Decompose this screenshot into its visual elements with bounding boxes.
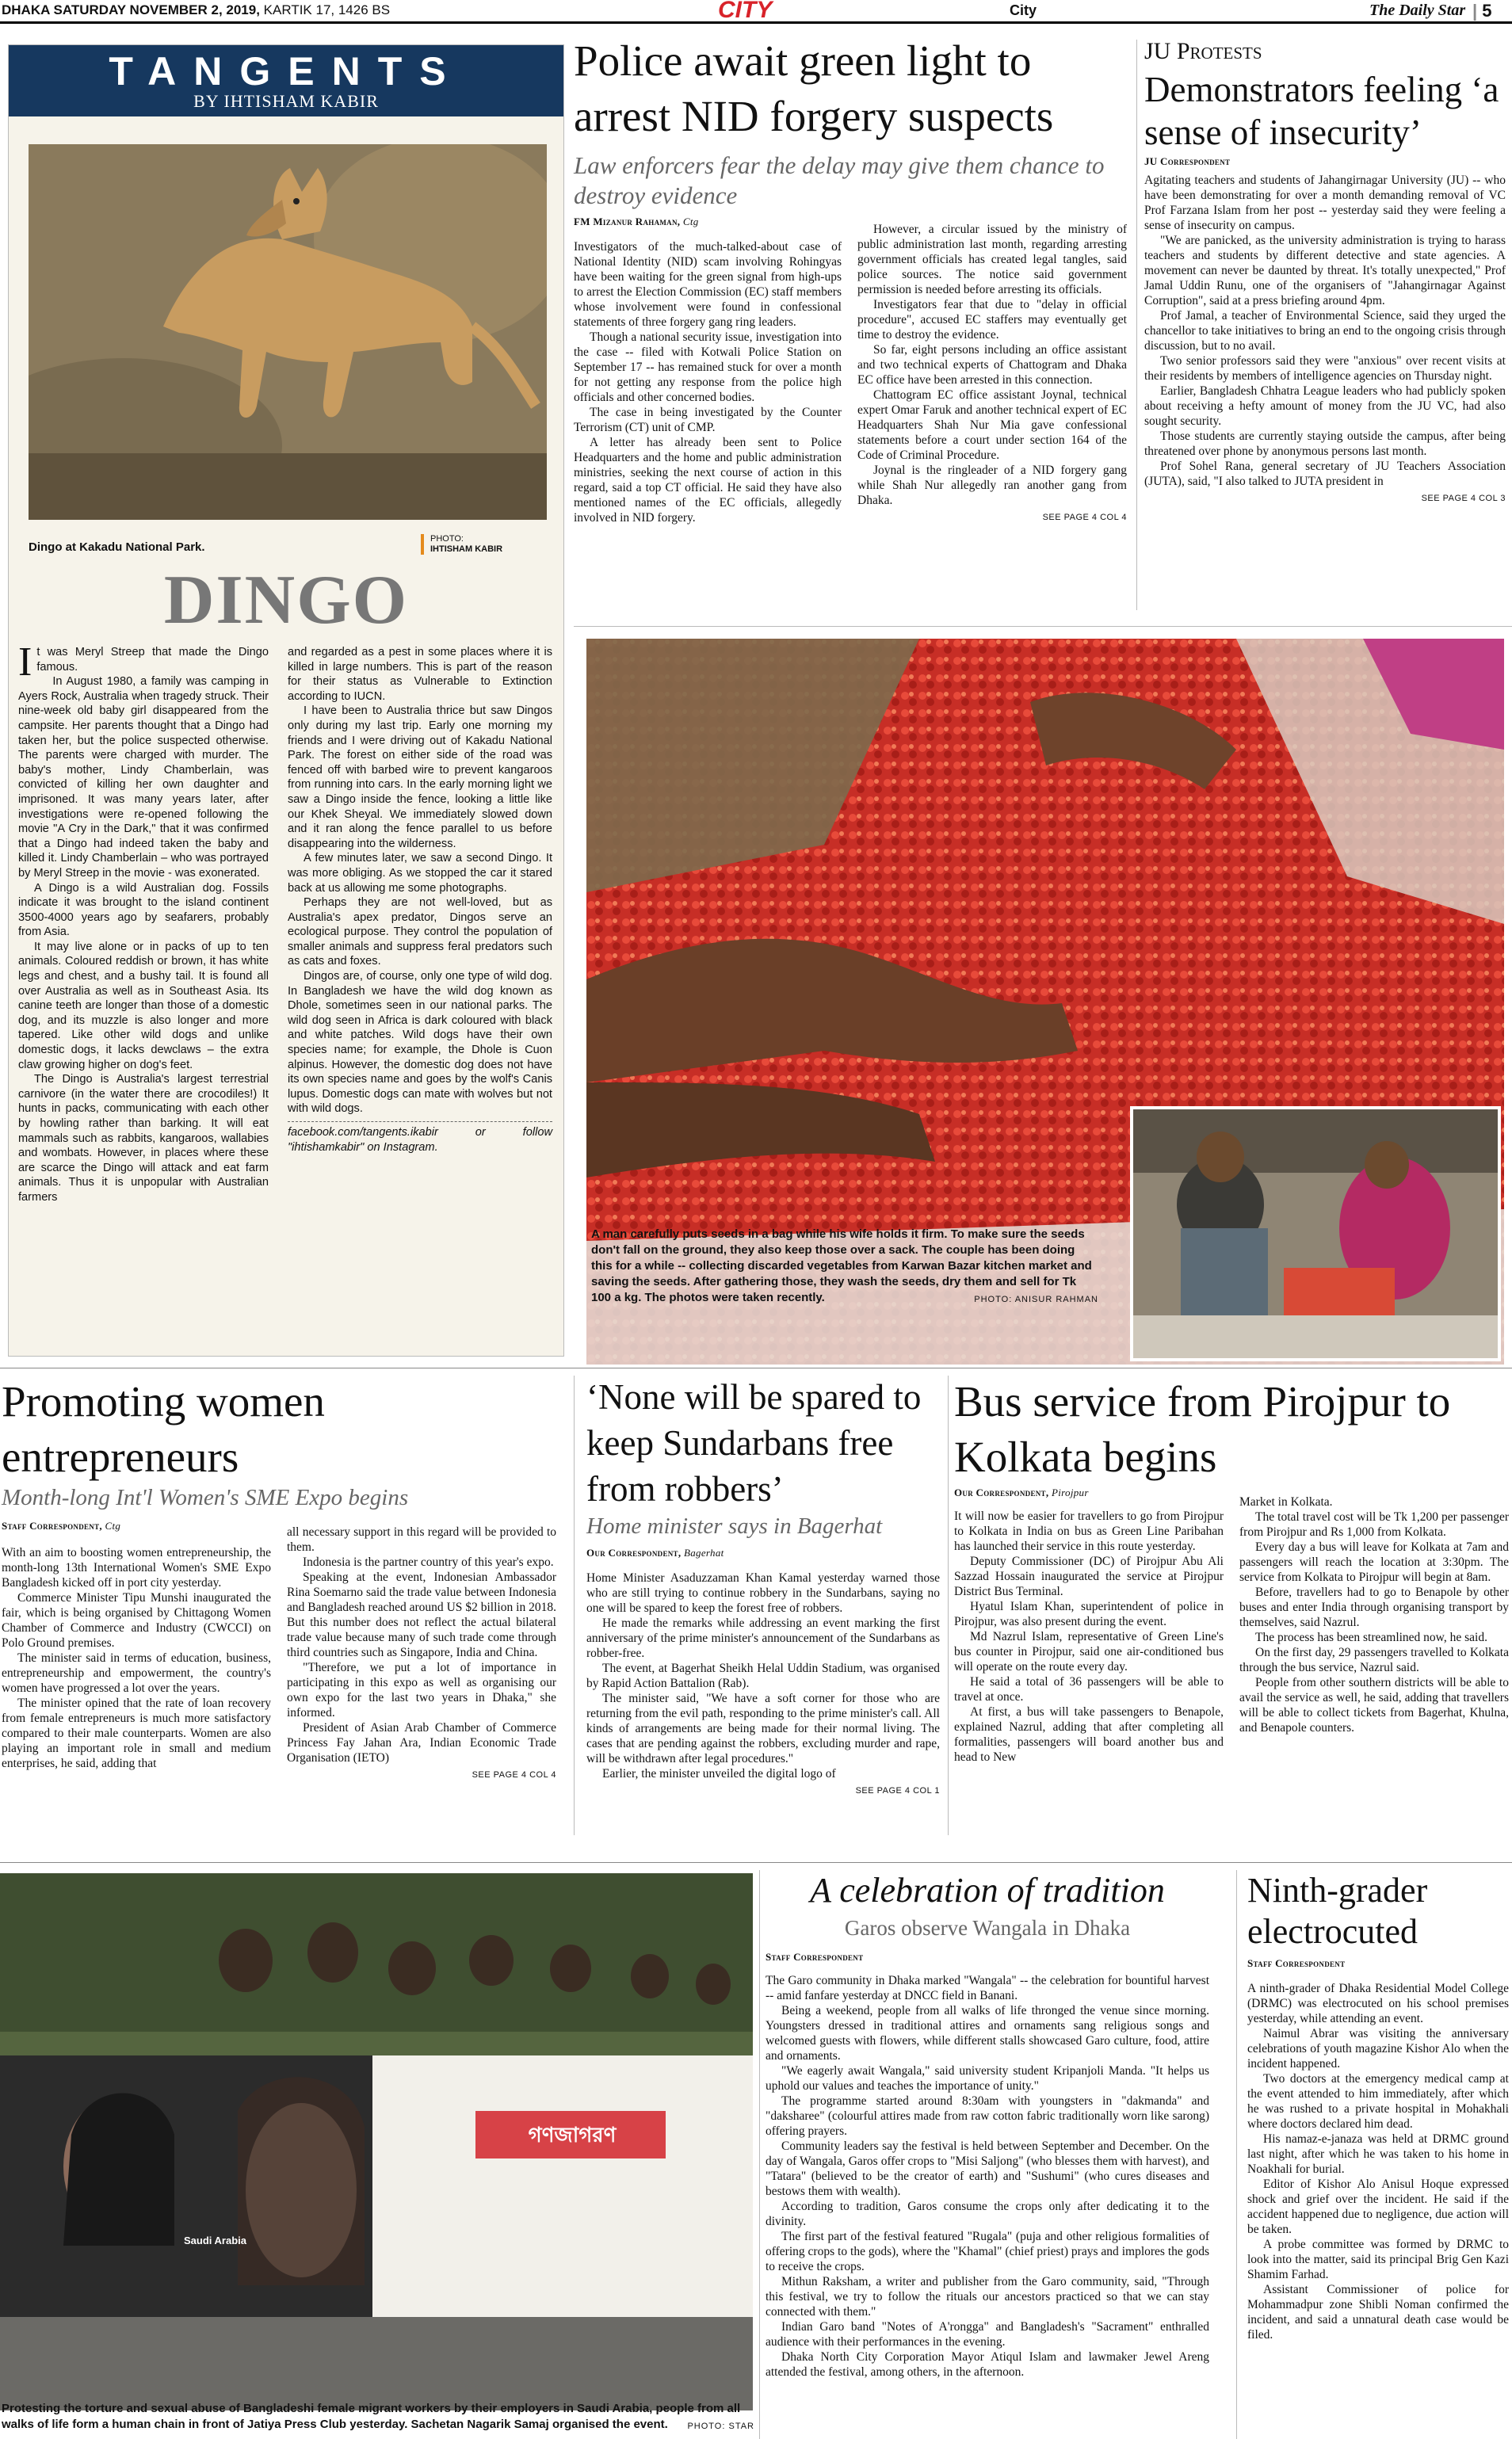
women-p2: Commerce Minister Tipu Munshi inaugurated the fair, which is being organised by Chittagong Women Chamber of Commerce and Industry (CWCCI) on Polo Ground premises. — [2, 1591, 271, 1650]
ninth-p6: A probe committee was formed by DRMC to look into the matter, said its principal Brig Gen Kazi Shamim Farhad. — [1247, 2238, 1509, 2281]
seeds-caption-text: A man carefully puts seeds in a bag while his wife holds it firm. To make sure the seeds don't fall on the ground, they also keep those over a sack. The couple has been doing this for a while -- collecting discarded vegetables from Karwan Bazar kitchen market and saving the seeds. After gathering those, they wash the seeds, dry them and sell for Tk 100 a kg. The photos were taken recently. — [591, 1227, 1092, 1304]
dateline — [2, 2, 390, 18]
section-name: City — [1010, 2, 1037, 18]
ninth-p4: His namaz-e-janaza was held at DRMC ground last night, after which he was taken to his home in Noakhali for burial. — [1247, 2132, 1509, 2176]
sundarbans-deck: Home minister says in Bagerhat — [586, 1513, 883, 1539]
page-number-value: 5 — [1482, 1, 1492, 21]
women-col-2 — [287, 1525, 556, 1783]
bus-p3: Hyatul Islam Khan, superintendent of police in Pirojpur, was also present during the event. — [954, 1600, 1224, 1628]
wangala-p10: Dhaka North City Corporation Mayor Atiqul Islam and lawmaker Jewel Areng attended the festival, among others, in the afternoon. — [766, 2350, 1209, 2379]
tangents-p3: A Dingo is a wild Australian dog. Fossils indicate it was brought to the island continent 3500-4000 years ago by seafarers, probably from Asia. — [18, 881, 269, 939]
ju-see-page[interactable]: SEE PAGE 4 COL 3 — [1421, 494, 1506, 503]
bus-byline: Our Correspondent, Pirojpur — [954, 1487, 1089, 1498]
ju-p7: Prof Sohel Rana, general secretary of JU Teachers Association (JUTA), said, "I also talked to JUTA president in — [1144, 460, 1506, 488]
nid-p8: Chattogram EC office assistant Joynal, technical expert Omar Faruk and another technical expert of EC Headquarters Shah Nur Mia gave confessional statements before a court under section 164 of the Code of Criminal Procedure. — [857, 388, 1127, 462]
bus-p9: Every day a bus will leave for Kolkata at 7am and passengers will reach the location at 3:30pm. The service from Kolkata to Pirojpur will begin at 8am. — [1239, 1540, 1509, 1584]
sundarbans-see-page[interactable]: SEE PAGE 4 COL 1 — [855, 1786, 940, 1796]
tangents-p10: Dingos are, of course, only one type of wild dog. In Bangladesh we have the wild dog known as Dhole, sometimes seen in our national parks. The wild dog seen in Africa is dark coloured with black and white patches. Wild dogs have their own species name; for example, the Dhole is Cuon alpinus. However, the domestic dog does not have its own species name and goes by the wolf's Canis lupus. Domestic dogs can mate with wolves but not with wild dogs. — [288, 970, 552, 1116]
nid-p1: Investigators of the much-talked-about case of National Identity (NID) scam involving Rohingyas have been waiting for the green signal from high-ups to arrest the Election Commission (EC) staff members whose involvement were found in confessional statements of three forgery gang ring leaders. — [574, 240, 842, 329]
women-p5: all necessary support in this regard will be provided to them. — [287, 1525, 556, 1554]
tangents-col-2 — [288, 645, 552, 1155]
wangala-headline: A celebration of tradition — [810, 1871, 1165, 1910]
protest-banner-text: গণজাগরণ — [528, 2124, 617, 2147]
ju-p3: Prof Jamal, a teacher of Environmental Science, said they urged the chancellor to take initiatives to bring an end to the ongoing crisis through discussion, but to no avail. — [1144, 309, 1506, 353]
women-p4: The minister opined that the rate of loan recovery from female entrepreneurs is much more satisfactory compared to their male counterparts. Women are also playing an important role in small and medium enterprises, he said, adding that — [2, 1697, 271, 1770]
tangents-footer: facebook.com/tangents.ikabir or follow "ihtishamkabir" on Instagram. — [288, 1126, 552, 1154]
drop-cap: I — [18, 639, 32, 685]
section-logo: CITY — [718, 0, 773, 23]
women-p1: With an aim to boosting women entrepreneurship, the month-long 13th International Women's SME Expo Bangladesh kicked off in port city yesterday. — [2, 1546, 271, 1590]
nid-col-2 — [857, 222, 1127, 525]
sundarbans-headline: ‘None will be spared to keep Sundarbans free from robbers’ — [586, 1377, 922, 1509]
ninth-byline: Staff Correspondent — [1247, 1957, 1346, 1969]
tangents-p5: The Dingo is Australia's largest terrestrial carnivore (in the water there are crocodiles!) It hunts in packs, communicating with each other by howling rather than barking. It will eat mammals such as rabbits, kangaroos, wallabies and wombats. However, in places where these are scarce the Dingo will attack and eat farm animals. Thus it is unpopular with Australian farmers — [18, 1073, 269, 1204]
bus-p7: Market in Kolkata. — [1239, 1495, 1333, 1509]
nid-p5: However, a circular issued by the ministry of public administration last month, regarding arresting government officials has created legal tangles, said police sources. The notice said government permission is needed before arresting its officials. — [857, 223, 1127, 296]
seeds-inset-photo — [1130, 1106, 1501, 1361]
nid-see-page[interactable]: SEE PAGE 4 COL 4 — [1042, 513, 1127, 522]
page-number: | 5 — [1472, 1, 1492, 21]
wangala-body — [766, 1973, 1209, 2380]
ju-p4: Two senior professors said they were "anxious" over recent visits at their residents by members of intelligence agencies on Thursday night. — [1144, 354, 1506, 383]
divider-sundarbans-bus — [948, 1376, 949, 1835]
tangents-p8: A few minutes later, we saw a second Dingo. It was more obliging. As we stopped the car it stared back at us allowing me some photographs. — [288, 852, 552, 895]
bus-p10: Before, travellers had to go to Benapole by other buses and enter India through organising transport by themselves, said Nazrul. — [1239, 1586, 1509, 1629]
protest-photo — [0, 1873, 753, 2410]
bus-p2: Deputy Commissioner (DC) of Pirojpur Abu Ali Sazzad Hossain inaugurated the service at Pirojpur District Bus Terminal. — [954, 1555, 1224, 1598]
dateline-bangla: KARTIK 17, 1426 BS — [263, 2, 391, 17]
tangents-p1: It was Meryl Streep that made the Dingo famous. — [18, 639, 269, 685]
photo-credit — [421, 534, 502, 555]
women-p6: Indonesia is the partner country of this year's expo. — [303, 1555, 554, 1569]
ju-body — [1144, 173, 1506, 506]
wangala-deck: Garos observe Wangala in Dhaka — [844, 1916, 1131, 1940]
bus-p4: Md Nazrul Islam, representative of Green Line's bus counter in Pirojpur, said one air-conditioned bus will operate on the route every day. — [954, 1630, 1224, 1674]
ju-p1: Agitating teachers and students of Jahangirnagar University (JU) -- who have been demonstrating for over a month demanding removal of VC Prof Farzana Islam from her post -- yesterday said they were feeling a sense of insecurity on campus. — [1144, 174, 1506, 232]
tangents-p2: In August 1980, a family was camping in Ayers Rock, Australia when tragedy struck. Their nine-week old baby girl disappeared from the campsite. Her parents thought that a Dingo had taken her, but the police suspected otherwise. The parents were charged with murder. The baby's mother, Lindy Chamberlain, was convicted of killing her own daughter and imprisoned. It was many years later, after investigations were re-opened following the movie "A Cry in the Dark," that it was confirmed that a Dingo had indeed taken the baby and killed it. Lindy Chamberlain – who was portrayed by Meryl Streep in the movie - was exonerated. — [18, 675, 269, 880]
women-deck: Month-long Int'l Women's SME Expo begins — [2, 1485, 409, 1510]
wangala-p1: The Garo community in Dhaka marked "Wangala" -- the celebration for bountiful harvest -- amid fanfare yesterday at DNCC field in Banani. — [766, 1974, 1209, 2002]
wangala-p5: Community leaders say the festival is held between September and December. On the day of Wangala, Garos offer crops to "Misi Saljong" (who blesses them with harvest), and "Tatara" (believed to be the creator of earth) and "Sushumi" (who cures diseases and bestows them with wealth). — [766, 2139, 1209, 2198]
divider-women-sundarbans — [574, 1376, 575, 1835]
dateline-city: DHAKA — [2, 2, 50, 17]
column-title: TANGENTS — [109, 49, 464, 94]
sundarbans-p3: The event, at Bagerhat Sheikh Helal Uddin Stadium, was organised by Rapid Action Battalion (Rab). — [586, 1662, 940, 1690]
tangents-p9: Perhaps they are not well-loved, but as Australia's apex predator, Dingos serve an ecological purpose. They control the population of smaller animals and suppress feral predators such as cats and foxes. — [288, 896, 552, 968]
nid-p3: The case in being investigated by the Counter Terrorism (CT) unit of CMP. — [574, 406, 842, 434]
photo-credit-name: IHTISHAM KABIR — [430, 544, 503, 554]
paper-logo: The Daily Star — [1369, 2, 1466, 19]
divider-photo-wangala — [759, 1870, 760, 2439]
wangala-byline: Staff Correspondent — [766, 1951, 864, 1963]
women-p8: "Therefore, we put a lot of importance in participating in this expo as well as organising our own expo for the last two years in Dhaka," she informed. — [287, 1661, 556, 1720]
wangala-p3: "We eagerly await Wangala," said university student Kripanjoli Manda. "It helps us uphold our values and teaches the importance of unity." — [766, 2064, 1209, 2093]
bus-p5: He said a total of 36 passengers will be able to travel at once. — [954, 1675, 1224, 1704]
protest-caption — [2, 2401, 754, 2434]
sundarbans-byline: Our Correspondent, Bagerhat — [586, 1547, 724, 1559]
protest-credit: PHOTO: STAR — [687, 2422, 754, 2431]
seeds-caption — [591, 1227, 1098, 1307]
wangala-p8: Mithun Raksham, a writer and publisher from the Garo community, said, "Through this festival, we try to follow the rituals our ancestors practiced so that we can stay connected with them." — [766, 2275, 1209, 2319]
tangents-col-1 — [18, 639, 269, 1205]
seeds-credit: PHOTO: ANISUR RAHMAN — [974, 1295, 1098, 1304]
protest-caption-text: Protesting the torture and sexual abuse of Bangladeshi female migrant workers by their employers in Saudi Arabia, people from all walks of life form a human chain in front of Jatiya Press Club yesterday. Sachetan Nagarik Samaj organised the event. — [2, 2402, 741, 2431]
nid-headline: Police await green light to arrest NID forgery suspects — [574, 36, 1054, 140]
nid-p7: So far, eight persons including an office assistant and two technical experts of Chattogram and Dhaka EC office have been arrested in this connection. — [857, 343, 1127, 387]
women-p9: President of Asian Arab Chamber of Commerce Princess Fay Jahan Ara, Indian Economic Trade Organisation (IETO) — [287, 1721, 556, 1765]
tangents-p7: I have been to Australia thrice but saw Dingos only during my last trip. Early one morning my friends and I were driving out of Kakadu National Park. The forest on either side of the road was fenced off with barbed wire to prevent kangaroos from running into cars. In the early morning light we saw a Dingo inside the fence, looking a little like our Khek Sheyal. We immediately slowed down and it ran along the fence parallel to us before disappearing into the wilderness. — [288, 704, 552, 850]
ninth-p2: Naimul Abrar was visiting the anniversary celebrations of youth magazine Kishor Alo when the incident happened. — [1247, 2027, 1509, 2071]
bus-p11: The process has been streamlined now, he said. — [1255, 1631, 1487, 1644]
women-headline: Promoting women entrepreneurs — [2, 1377, 325, 1481]
sundarbans-body — [586, 1571, 940, 1799]
bus-col-2 — [1239, 1494, 1509, 1735]
ninth-p5: Editor of Kishor Alo Anisul Hoque expressed shock and grief over the incident. He said if the accident happened due to negligence, due action will be taken. — [1247, 2178, 1509, 2236]
nid-p6: Investigators fear that due to "delay in official procedure", accused EC staffers may eventually get time to destroy the evidence. — [857, 298, 1127, 342]
couple-illustration — [1133, 1109, 1498, 1358]
wangala-p2: Being a weekend, people from all walks of life thronged the venue since morning. Youngsters dressed in traditional attires and ornaments sang religious songs and welcomed guests with flowers, while different stalls showcased Garo culture, food, attire and ornaments. — [766, 2004, 1209, 2063]
ninth-p3: Two doctors at the emergency medical camp at the event attended to him immediately, after which he was rushed to a private hospital in Mohakhali where doctors declared him dead. — [1247, 2072, 1509, 2131]
bus-headline: Bus service from Pirojpur to Kolkata begins — [954, 1377, 1451, 1481]
photo-credit-label: PHOTO: — [430, 534, 464, 544]
ju-byline: JU Correspondent — [1144, 155, 1231, 167]
tangents-p4: It may live alone or in packs of up to ten animals. Coloured reddish or brown, it has white legs and chest, and a bushy tail. It is found all over Australia as well as in Southeast Asia. Its canine teeth are longer than those of a domestic dog, and its muzzle is also longer and more tapered. Like other wild dogs and unlike domestic dogs, it lacks dewclaws – the extra claw growing higher on dog's feet. — [18, 940, 269, 1071]
bus-p6: At first, a bus will take passengers to Benapole, explained Nazrul, adding that after completing all formalities, passengers will board another bus and head to New — [954, 1705, 1224, 1764]
nid-p2: Though a national security issue, investigation into the case -- filed with Kotwali Police Station on September 17 -- has remained stuck for over a month for not getting any response from the police high officials and other concerned bodies. — [574, 330, 842, 404]
ninth-p1: A ninth-grader of Dhaka Residential Model College (DRMC) was electrocuted on his school premises yesterday, while attending an event. — [1247, 1982, 1509, 2025]
sundarbans-p1: Home Minister Asaduzzaman Khan Kamal yesterday warned those who are still trying to continue robbery in the Sundarbans, saying no one will be spared to keep the forest free of robbers. — [586, 1571, 940, 1615]
nid-p9: Joynal is the ringleader of a NID forgery gang while Shah Nur allegedly ran another gang from Dhaka. — [857, 464, 1127, 507]
photo-caption: Dingo at Kakadu National Park. — [29, 540, 205, 554]
ju-p2: "We are panicked, as the university administration is trying to harass teachers and students by different detective and state agencies. A movement can never be daunted by threat. It's totally unexpected," Prof Jamal Uddin Runu, one of the organisers of "Jahangirnagar Against Corruption", said at a press briefing around 4pm. — [1144, 234, 1506, 307]
protest-sign-text: Saudi Arabia — [184, 2235, 246, 2246]
ju-p5: Earlier, Bangladesh Chhatra League leaders who had publicly spoken about receiving a hefty amount of money from the JU VC, had also sought security. — [1144, 384, 1506, 428]
wangala-p9: Indian Garo band "Notes of A'rongga" and Bangladesh's "Sacrament" enthralled audience with their performances in the evening. — [766, 2320, 1209, 2349]
tangents-box — [8, 44, 564, 1357]
ju-p6: Those students are currently staying outside the campus, after being threatened over phone by anonymous persons last month. — [1144, 429, 1506, 458]
nid-byline: FM Mizanur Rahaman, Ctg — [574, 216, 699, 227]
bus-p12: On the first day, 29 passengers travelled to Kolkata through the bus service, Nazrul said. — [1239, 1646, 1509, 1674]
divider-wangala-ninth — [1236, 1870, 1237, 2439]
wangala-p4: The programme started around 8:30am with youngsters in "dakmanda" and "daksharee" (colourful attires made from raw cotton fabric traditionally worn like sarong) offering prayers. — [766, 2094, 1209, 2138]
dateline-date: SATURDAY NOVEMBER 2, 2019, — [53, 2, 260, 17]
divider-nid-ju — [1136, 40, 1137, 610]
women-col-1 — [2, 1545, 271, 1771]
masthead — [0, 0, 1512, 24]
nid-deck: Law enforcers fear the delay may give them chance to destroy evidence — [574, 151, 1105, 209]
ju-headline: Demonstrators feeling ‘a sense of insecurity’ — [1144, 70, 1499, 152]
ju-kicker: JU Protests — [1144, 38, 1262, 64]
column-byline: BY IHTISHAM KABIR — [193, 91, 379, 111]
wangala-p7: The first part of the festival featured "Rugala" (puja and other religious formalities of offering crops to the gods), where the "Khamal" (chief priest) prays and implores the gods to receive the crops. — [766, 2230, 1209, 2273]
tangents-headline: DINGO — [163, 562, 409, 639]
ninth-headline: Ninth-grader electrocuted — [1247, 1871, 1428, 1951]
women-byline: Staff Correspondent, Ctg — [2, 1520, 121, 1532]
women-p3: The minister said in terms of education, business, entrepreneurship and empowerment, the country's women have progressed a lot over the years. — [2, 1651, 271, 1695]
bus-p1: It will now be easier for travellers to go from Pirojpur to Kolkata in India on bus as Green Line Paribahan has launched their service in this route yesterday. — [954, 1510, 1224, 1553]
divider-lower — [0, 1862, 1512, 1863]
wangala-p6: According to tradition, Garos consume the crops only after dedicating it to the divinity. — [766, 2200, 1209, 2228]
women-p7: Speaking at the event, Indonesian Ambassador Rina Soemarno said the trade value between Indonesia and Bangladesh reached around US $2 billion in 2018. But this number does not reflect the actual bilateral trade value because many of such trade come through third countries such as Singapore, India and China. — [287, 1571, 556, 1659]
ninth-p7: Assistant Commissioner of police for Mohammadpur zone Shibli Noman confirmed the incident, and said a unnatural death case would be filed. — [1247, 2283, 1509, 2342]
sundarbans-p5: Earlier, the minister unveiled the digital logo of — [602, 1767, 836, 1781]
bus-p13: People from other southern districts will be able to avail the service as well, he said, adding that travellers will be able to collect tickets from Bagerhat, Khulna, and Benapole counters. — [1239, 1676, 1509, 1735]
bus-col-1 — [954, 1509, 1224, 1765]
tangents-title-bar — [9, 45, 563, 116]
nid-col-1 — [574, 239, 842, 525]
dingo-photo — [29, 144, 547, 520]
nid-p4: A letter has already been sent to Police Headquarters and the home and public administration ministries, seeking the next course of action in this regard, said a top CT official. He said they have also mentioned names of the EC officials, allegedly involved in NID forgery. — [574, 436, 842, 525]
divider-top-stories — [574, 626, 1512, 627]
dingo-illustration — [29, 144, 547, 520]
sundarbans-p4: The minister said, "We have a soft corner for those who are returning from the evil path, responding to the prime minister's call. All kinds of arrangements are being made for their normal living. The cases that are pending against the robbers, excluding murder and rape, will be withdrawn after legal procedures." — [586, 1692, 940, 1765]
sundarbans-p2: He made the remarks while addressing an event marking the first anniversary of the prime minister's announcement of the Sundarbans as robber-free. — [586, 1616, 940, 1660]
tangents-p6: and regarded as a pest in some places where it is killed in large numbers. This is part of the reason for their status as Vulnerable to Extinction according to IUCN. — [288, 646, 552, 703]
women-see-page[interactable]: SEE PAGE 4 COL 4 — [472, 1770, 556, 1780]
tangents-footer-rule — [288, 1121, 552, 1122]
bus-p8: The total travel cost will be Tk 1,200 per passenger from Pirojpur and Rs 1,000 from Kolkata. — [1239, 1510, 1509, 1539]
ninth-body — [1247, 1981, 1509, 2342]
